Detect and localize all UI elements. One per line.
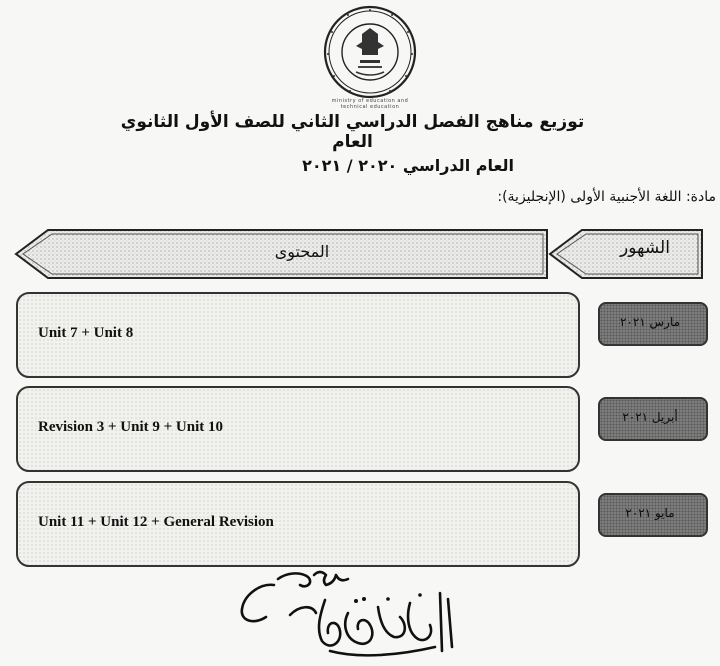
content-row-2 xyxy=(16,386,580,472)
month-label: مايو ٢٠٢١ xyxy=(625,506,675,520)
seal-caption: ministry of education and technical education xyxy=(331,98,409,110)
month-label: مارس ٢٠٢١ xyxy=(619,315,681,329)
page-title: توزيع مناهج الفصل الدراسي الثاني للصف الأول الثانوي العام xyxy=(120,112,585,152)
column-header-content: المحتوى xyxy=(274,242,330,261)
ministry-seal-icon xyxy=(322,4,418,100)
month-label: أبريل ٢٠٢١ xyxy=(622,410,678,424)
academic-year: العام الدراسي ٢٠٢٠ / ٢٠٢١ xyxy=(302,156,514,175)
row-content-text: Revision 3 + Unit 9 + Unit 10 xyxy=(38,419,224,435)
month-cell-2 xyxy=(598,397,708,441)
handwritten-signature-icon xyxy=(230,555,480,660)
row-content-text: Unit 7 + Unit 8 xyxy=(38,325,134,341)
month-cell-3 xyxy=(598,493,708,537)
month-cell-1 xyxy=(598,302,708,346)
content-row-1 xyxy=(16,292,580,378)
row-content-text: Unit 11 + Unit 12 + General Revision xyxy=(38,514,274,530)
column-header-months: الشهور xyxy=(620,238,670,258)
subject-label: مادة: اللغة الأجنبية الأولى (الإنجليزية): xyxy=(497,189,716,205)
